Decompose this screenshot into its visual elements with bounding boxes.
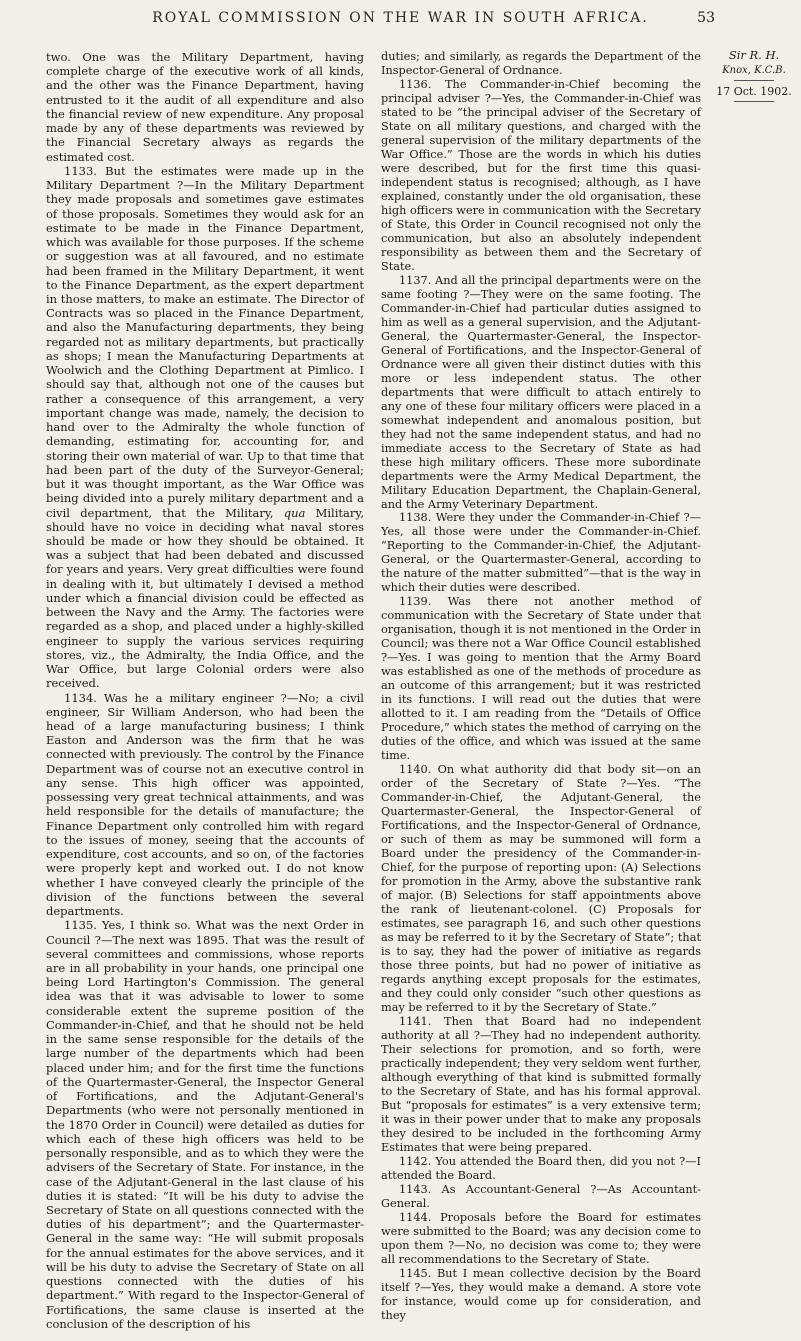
- page-header: [0, 0, 801, 40]
- paragraph: duties; and similarly, as regards the Department of the Inspector-General of Ordnance.: [381, 50, 701, 77]
- left-column: [46, 50, 364, 1331]
- paragraph-text: Military, should have no voice in deciding what naval stores should be made or how they should be obtained. It was a subject that had been debated and discussed for years and years. Very great difficulties were found in dealing with it, but ultimately I devised a method under which a financial division could be effected as between the Navy and the Army. The factories were regarded as a shop, and placed under a highly-skilled engineer to supply the various services requiring stores, viz., the Admiralty, the India Office, and the War Office, but large Colonial orders were also received.: [46, 505, 365, 691]
- paragraph-1141: 1141. Then that Board had no independent authority at all ?—They had no independent authority. Their selections for promotion, and so forth, were practically independent; they very seldom went further, although everything of that kind is submitted formally to the Secretary of State, and has his formal approval. But “proposals for estimates” is a very extensive term; it was in their power under that to make any proposals they desired to be included in the forthcoming Army Estimates that were being prepared.: [381, 1014, 701, 1154]
- marginal-note: [712, 48, 796, 105]
- witness-surname: Knox, K.C.B.: [722, 65, 786, 76]
- paragraph-1144: 1144. Proposals before the Board for estimates were submitted to the Board; was any decision come to upon them ?—No, no decision was come to; they were all recommendations to the Secretary of State.: [381, 1210, 701, 1266]
- running-title: ROYAL COMMISSION ON THE WAR IN SOUTH AFRICA.: [152, 10, 649, 26]
- right-column: [381, 50, 701, 1323]
- paragraph-1142: 1142. You attended the Board then, did you not ?—I attended the Board.: [381, 1154, 701, 1182]
- marginal-divider: [734, 101, 774, 102]
- paragraph: two. One was the Military Department, having complete charge of the executive work of all kinds, and the other was the Finance Department, having entrusted to it the audit of all expenditure and also the financial review of new expenditure. Any proposal made by any of these departments was reviewed by the Financial Secretary always as regards the estimated cost.: [46, 50, 364, 164]
- paragraph-1140: 1140. On what authority did that body sit—on an order of the Secretary of State ?—Yes. “The Commander-in-Chief, the Adjutant-General, the Quartermaster-General, the Inspector-General of Fortifications, and the Inspector-General of Ordnance, or such of them as may be summoned will form a Board under the presidency of the Commander-in-Chief, for the purpose of reporting upon: (A) Selections for promotion in the Army, above the substantive rank of major. (B) Selections for staff appointments above the rank of lieutenant-colonel. (C) Proposals for estimates, see paragraph 16, and such other questions as may be referred to it by the Secretary of State”; that is to say, they had the power of initiative as regards those three points, but had no power of initiative as regards anything except proposals for the estimates, and they could only consider “such other questions as may be referred to it by the Secretary of State.”: [381, 763, 701, 1014]
- witness-name: Sir R. H.: [728, 48, 780, 62]
- evidence-date: 17 Oct. 1902.: [716, 85, 792, 98]
- paragraph-1139: 1139. Was there not another method of communication with the Secretary of State under that organisation, though it is not mentioned in the Order in Council; was there not a War Office Council established ?—Yes. I was going to mention that the Army Board was established as one of the methods of procedure as an outcome of this arrangement; but it was restricted in its functions. I will read out the duties that were allotted to it. I am reading from the “Details of Office Procedure,” which states the method of carrying on the duties of the office, and which was issued at the same time.: [381, 595, 701, 763]
- page-number: 53: [697, 10, 715, 26]
- paragraph-1138: 1138. Were they under the Commander-in-Chief ?—Yes, all those were under the Commander-in-Chief. “Reporting to the Commander-in-Chief, the Adjutant-General, or the Quartermaster-General, according to the nature of the matter submitted”—that is the way in which their duties were described.: [381, 511, 701, 595]
- paragraph-1135: 1135. Yes, I think so. What was the next Order in Council ?—The next was 1895. That was the result of several committees and commissions, whose reports are in all probability in your hands, one principal one being Lord Hartington's Commission. The general idea was that it was advisable to lower to some considerable extent the supreme position of the Commander-in-Chief, and that he should not be held in the same sense responsible for the details of the large number of the departments which had been placed under him; and for the first time the functions of the Quartermaster-General, the Inspector General of Fortifications, and the Adjutant-General's Departments (who were not personally mentioned in the 1870 Order in Council) were detailed as duties for which each of these high officers was held to be personally responsible, and as to which they were the advisers of the Secretary of State. For instance, in the case of the Adjutant-General in the last clause of his duties it is stated: “It will be his duty to advise the Secretary of State on all questions connected with the duties of his department”; and the Quartermaster-General in the same way: “He will submit proposals for the annual estimates for the above services, and it will be his duty to advise the Secretary of State on all questions connected with the duties of his department.” With regard to the Inspector-General of Fortifications, the same clause is inserted at the conclusion of the description of his: [46, 918, 364, 1331]
- marginal-divider: [734, 80, 774, 81]
- paragraph-1137: 1137. And all the principal departments were on the same footing ?—They were on the same footing. The Commander-in-Chief had particular duties assigned to him as well as a general supervision, and the Adjutant-General, the Quartermaster-General, the Inspector-General of Fortifications, and the Inspector-General of Ordnance were all given their distinct duties with this more or less independent status. The other departments that were difficult to attach entirely to any one of these four military officers were placed in a somewhat independent and anomalous position, but they had not the same independent status, and had no immediate access to the Secretary of State as had these high military officers. These more subordinate departments were the Army Medical Department, the Military Education Department, the Chaplain-General, and the Army Veterinary Department.: [381, 273, 701, 511]
- paragraph-1143: 1143. As Accountant-General ?—As Accountant-General.: [381, 1182, 701, 1210]
- italic-term: qua: [283, 505, 306, 520]
- paragraph-1136: 1136. The Commander-in-Chief becoming the principal adviser ?—Yes, the Commander-in-Chief was stated to be “the principal adviser of the Secretary of State on all military questions, and charged with the general supervision of the military departments of the War Office.” Those are the words in which his duties were described, but for the first time this quasi-independent status is recognised; although, as I have explained, constantly under the old organisation, these high officers were in communication with the Secretary of State, this Order in Council recognised not only the communication, but also an absolutely independent responsibility as between them and the Secretary of State.: [381, 77, 702, 273]
- paragraph-1133: [46, 164, 364, 691]
- paragraph-1134: 1134. Was he a military engineer ?—No; a civil engineer, Sir William Anderson, who had been the head of a large manufacturing business; I think Easton and Anderson was the firm that he was connected with previously. The control by the Finance Department was of course not an executive control in any sense. This high officer was appointed, possessing very great technical attainments, and was held responsible for the details of manufacture; the Finance Department only controlled him with regard to the issues of money, seeing that the accounts of expenditure, cost accounts, and so on, of the factories were properly kept and worked out. I do not know whether I have conveyed clearly the principle of the division of the functions between the several departments.: [46, 690, 364, 919]
- paragraph-1145: 1145. But I mean collective decision by the Board itself ?—Yes, they would make a demand. A store vote for instance, would come up for consideration, and they: [381, 1266, 701, 1322]
- paragraph-text: 1133. But the estimates were made up in the Military Department ?—In the Military Department they made proposals and sometimes gave estimates of those proposals. Sometimes they would ask for an estimate to be made in the Finance Department, which was available for those purposes. If the scheme or suggestion was at all favoured, and no estimate had been framed in the Military Department, it went to the Finance Department, as the expert department in those matters, to make an estimate. The Director of Contracts was so placed in the Finance Department, and also the Manufacturing departments, they being regarded not as military departments, but practically as shops; I mean the Manufacturing Departments at Woolwich and the Clothing Department at Pimlico. I should say that, although not one of the causes but rather a consequence of this arrangement, a very important change was made, namely, the decision to hand over to the Admiralty the whole function of demanding, estimating for, accounting for, and storing their own material of war. Up to that time that had been part of the duty of the Surveyor-General; but it was thought important, as the War Office was being divided into a purely military department and a civil department, that the Military,: [46, 163, 364, 520]
